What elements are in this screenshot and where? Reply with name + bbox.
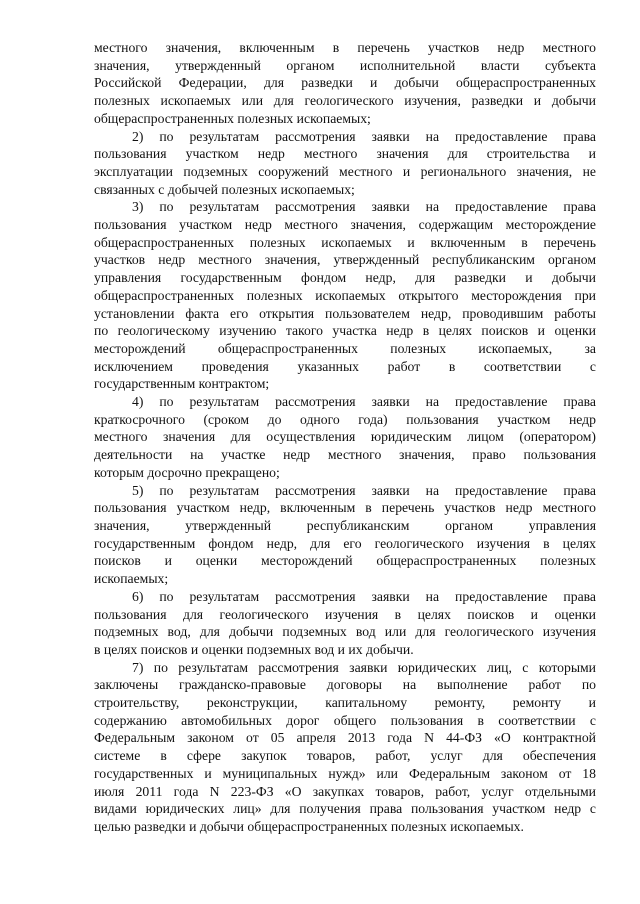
text-line: июля 2011 года N 223-ФЗ «О закупках товаров, работ, услуг отдельными: [94, 783, 596, 799]
text-line: месторождений общераспространенных полезных ископаемых, за: [94, 340, 596, 356]
text-line: целью разведки и добычи общераспространенных полезных ископаемых.: [94, 818, 524, 834]
text-line: заключены гражданско-правовые договоры на выполнение работ по: [94, 677, 596, 693]
text-line: значения, утвержденный республиканским органом управления: [94, 517, 596, 533]
text-line: общераспространенных полезных ископаемых;: [94, 110, 371, 126]
text-line: краткосрочного (сроком до одного года) пользования участком недр: [94, 411, 596, 427]
text-line: в целях поисков и оценки подземных вод и их добычи.: [94, 641, 414, 657]
text-line: поисков и оценки месторождений общераспространенных полезных: [94, 553, 596, 569]
text-line: значения, утвержденный органом исполнительной власти субъекта: [94, 57, 596, 73]
text-line: 5) по результатам рассмотрения заявки на предоставление права: [132, 482, 596, 498]
text-line: полезных ископаемых или для геологического изучения, разведки и добычи: [94, 93, 596, 109]
text-line: видами юридических лиц» для получения права пользования участком недр с: [94, 801, 596, 817]
text-line: пользования участком недр местного значения для строительства и: [94, 146, 596, 162]
text-line: подземных вод, для добычи подземных вод или для геологического изучения: [94, 624, 596, 640]
text-line: пользования участком недр, включенным в перечень участков недр местного: [94, 500, 596, 516]
text-line: по геологическому изучению такого участка недр в целях поисков и оценки: [94, 323, 596, 339]
text-line: содержанию автомобильных дорог общего пользования в соответствии с: [94, 712, 596, 728]
text-line: 4) по результатам рассмотрения заявки на предоставление права: [132, 394, 596, 410]
text-line: Российской Федерации, для разведки и добычи общераспространенных: [94, 75, 596, 91]
text-line: местного значения для осуществления юридическим лицом (оператором): [94, 429, 596, 445]
paragraph-item-6: [94, 588, 596, 659]
text-line: 2) по результатам рассмотрения заявки на предоставление права: [132, 128, 596, 144]
text-line: местного значения, включенным в перечень участков недр местного: [94, 40, 596, 55]
text-line: участков недр местного значения, утвержденный республиканским органом: [94, 252, 596, 268]
text-line: Федеральным законом от 05 апреля 2013 года N 44-ФЗ «О контрактной: [94, 730, 596, 746]
text-line: связанных с добычей полезных ископаемых;: [94, 181, 355, 197]
paragraph-item-4: [94, 393, 596, 482]
text-line: исключением проведения указанных работ в соответствии с: [94, 358, 596, 374]
text-line: системе в сфере закупок товаров, работ, услуг для обеспечения: [94, 748, 596, 764]
text-line: управления государственным фондом недр, для разведки и добычи: [94, 270, 596, 286]
text-line: пользования для геологического изучения в целях поисков и оценки: [94, 606, 596, 622]
text-line: строительству, реконструкции, капитальному ремонту, ремонту и: [94, 695, 596, 711]
text-line: 3) по результатам рассмотрения заявки на предоставление права: [132, 199, 596, 215]
paragraph-item-7: [94, 659, 596, 836]
text-line: 7) по результатам рассмотрения заявки юридических лиц, с которыми: [132, 659, 596, 675]
document-page: [94, 39, 596, 836]
text-line: 6) по результатам рассмотрения заявки на предоставление права: [132, 588, 596, 604]
text-line: деятельности на участке недр местного значения, право пользования: [94, 447, 596, 463]
text-line: государственных и муниципальных нужд» или Федеральным законом от 18: [94, 765, 596, 781]
text-line: пользования участком недр местного значения, содержащим месторождение: [94, 217, 596, 233]
paragraph-item-5: [94, 482, 596, 588]
text-line: установлении факта его открытия пользователем недр, проводившим работы: [94, 305, 596, 321]
text-line: которым досрочно прекращено;: [94, 464, 280, 480]
text-line: общераспространенных полезных ископаемых открытого месторождения при: [94, 287, 596, 303]
text-line: эксплуатации подземных сооружений местного и регионального значения, не: [94, 163, 596, 179]
text-line: ископаемых;: [94, 571, 169, 587]
text-line: государственным контрактом;: [94, 376, 270, 392]
paragraph-item-2: [94, 128, 596, 199]
text-line: государственным фондом недр, для его геологического изучения в целях: [94, 535, 596, 551]
paragraph-item-3: [94, 198, 596, 393]
text-line: общераспространенных полезных ископаемых и включенным в перечень: [94, 234, 596, 250]
paragraph-continuation: [94, 39, 596, 128]
